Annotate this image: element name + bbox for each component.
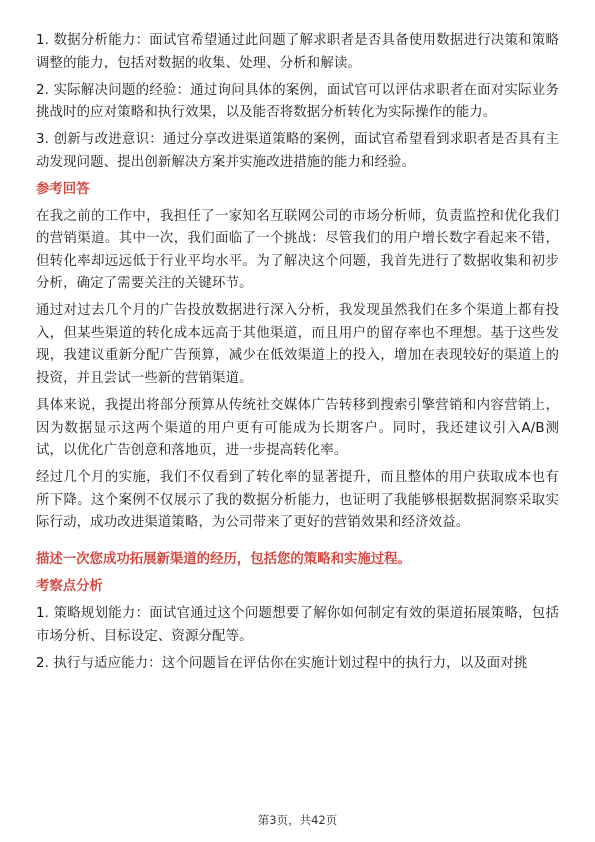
answer-paragraph-2: 通过对过去几个月的广告投放数据进行深入分析，我发现虽然我们在多个渠道上都有投入，但某些渠道的转化成本远高于其他渠道，而且用户的留存率也不理想。基于这些发现，我建议重新分配广告预算，减少在低效渠道上的投入，增加在表现较好的渠道上的投资，并且尝试一些新的营销渠道。 <box>36 303 559 386</box>
answer-paragraph-1: 在我之前的工作中，我担任了一家知名互联网公司的市场分析师，负责监控和优化我们的营销渠道。其中一次，我们面临了一个挑战：尽管我们的用户增长数字看起来不错，但转化率却远远低于行业平均水平。为了解决这个问题，我首先进行了数据收集和初步分析，确定了需要关注的关键环节。 <box>36 208 559 292</box>
analysis-heading: 考察点分析 <box>36 579 103 595</box>
intro-point-1: 1. 数据分析能力：面试官希望通过此问题了解求职者是否具备使用数据进行决策和策略调整的能力，包括对数据的收集、处理、分析和解读。 <box>36 33 559 71</box>
document-body <box>36 30 559 680</box>
next-question: 描述一次您成功拓展新渠道的经历，包括您的策略和实施过程。 <box>36 552 411 568</box>
analysis-point-1: 1. 策略规划能力：面试官通过这个问题想要了解你如何制定有效的渠道拓展策略，包括市场分析、目标设定、资源分配等。 <box>36 606 559 644</box>
intro-point-2: 2. 实际解决问题的经验：通过询问具体的案例，面试官可以评估求职者在面对实际业务挑战时的应对策略和执行效果，以及能否将数据分析转化为实际操作的能力。 <box>36 82 559 121</box>
answer-paragraph-4: 经过几个月的实施，我们不仅看到了转化率的显著提升，而且整体的用户获取成本也有所下降。这个案例不仅展示了我的数据分析能力，也证明了我能够根据数据洞察采取实际行动，成功改进渠道策略，为公司带来了更好的营销效果和经济效益。 <box>36 470 559 531</box>
section-gap <box>36 539 559 549</box>
intro-point-3: 3. 创新与改进意识：通过分享改进渠道策略的案例，面试官希望看到求职者是否具有主动发现问题、提出创新解决方案并实施改进措施的能力和经验。 <box>36 132 559 170</box>
page-footer: 第3页，共42页 <box>257 813 338 827</box>
answer-heading: 参考回答 <box>36 181 90 197</box>
analysis-point-2: 2. 执行与适应能力：这个问题旨在评估你在实施计划过程中的执行力，以及面对挑 <box>36 656 528 672</box>
answer-paragraph-3: 具体来说，我提出将部分预算从传统社交媒体广告转移到搜索引擎营销和内容营销上，因为数据显示这两个渠道的用户更有可能成为长期客户。同时，我还建议引入A/B测试，以优化广告创意和落地页，进一步提高转化率。 <box>36 398 559 459</box>
